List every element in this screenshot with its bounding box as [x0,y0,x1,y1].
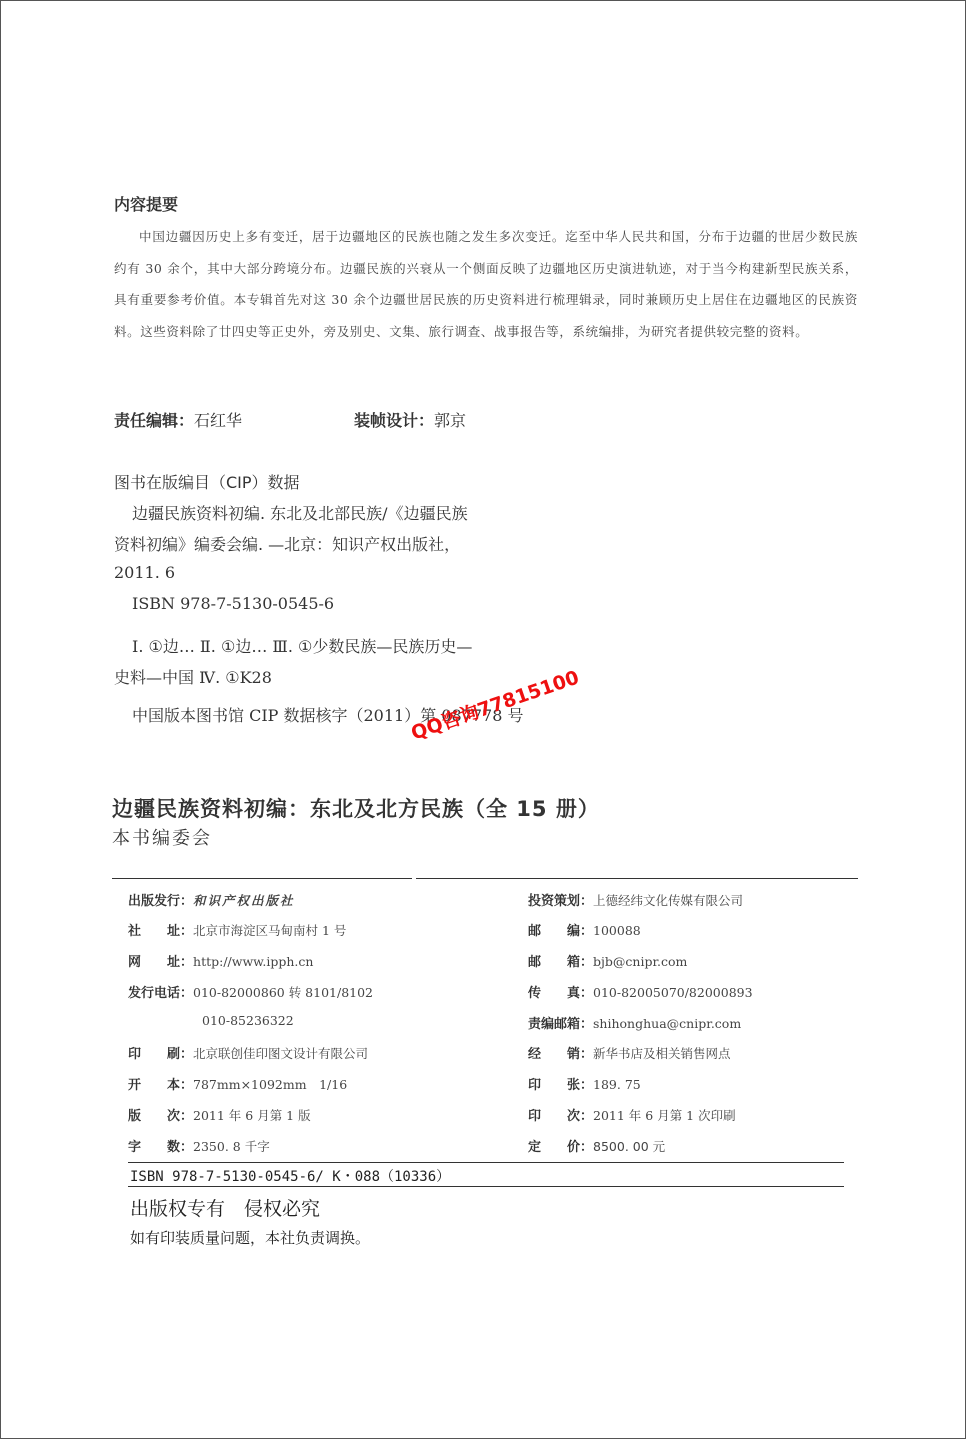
rule-top-left [112,878,412,879]
info-left-0: 出版发行：和识产权出版社 [128,893,295,909]
info-left-1: 社 址：北京市海淀区马甸南村 1 号 [128,923,347,939]
info-right-1: 邮 编：100088 [528,923,641,939]
info-left-6: 开 本：787mm×1092mm 1/16 [128,1077,348,1093]
info-right-8: 定 价：8500. 00 元 [528,1139,666,1155]
info-left-7: 版 次：2011 年 6 月第 1 版 [128,1108,311,1124]
cip-line-7: 中国版本图书馆 CIP 数据核字（2011）第 087778 号 [132,706,524,725]
editor-label: 责任编辑： [114,411,195,430]
quality-notice: 如有印装质量问题，本社负责调换。 [130,1229,371,1247]
rule-isbn-top [128,1162,844,1163]
info-right-7: 印 次：2011 年 6 月第 1 次印刷 [528,1108,736,1124]
watermark-text: QQ咨询77815100 [408,666,582,745]
info-left-8: 字 数：2350. 8 千字 [128,1139,270,1155]
info-left-5: 印 刷：北京联创佳印图文设计有限公司 [128,1046,369,1062]
cip-line-5: Ⅰ. ①边… Ⅱ. ①边… Ⅲ. ①少数民族—民族历史— [132,637,473,656]
rule-top-right [416,878,858,879]
rights-statement: 出版权专有 侵权必究 [130,1198,321,1220]
info-right-0: 投资策划：上德经纬文化传媒有限公司 [528,893,744,909]
cip-line-4: ISBN 978-7-5130-0545-6 [132,594,335,613]
editor-name: 石红华 [194,411,243,430]
designer-label: 装帧设计： [354,411,435,430]
info-left-3: 发行电话：010-82000860 转 8101/8102 [128,985,374,1001]
info-left-4: 010-85236322 [202,1013,294,1028]
rule-isbn-bottom [128,1186,844,1187]
designer-credit [354,408,466,431]
cip-heading: 图书在版编目（CIP）数据 [114,473,300,492]
designer-name: 郭京 [434,411,467,430]
info-right-5: 经 销：新华书店及相关销售网点 [528,1046,731,1062]
book-title: 边疆民族资料初编：东北及北方民族（全 15 册） [112,797,600,821]
info-right-2: 邮 箱：bjb@cnipr.com [528,954,688,970]
info-left-2: 网 址：http://www.ipph.cn [128,954,314,970]
book-author: 本书编委会 [112,828,212,849]
isbn-full: ISBN 978-7-5130-0545-6/ K・088（10336） [130,1169,451,1185]
cip-line-2: 资料初编》编委会编. —北京：知识产权出版社， [114,535,461,554]
abstract-text: 中国边疆因历史上多有变迁，居于边疆地区的民族也随之发生多次变迁。迄至中华人民共和国，分布于边疆的世居少数民族约有 30 余个，其中大部分跨境分布。边疆民族的兴衰从一个侧面反映了边疆地区历史演进轨迹，对于当今构建新型民族关系，具有重要参考价值。本专辑首先对这 30 余个边疆世居民族的历史资料进行梳理辑录，同时兼顾历史上居住在边疆地区的民族资料。这些资料除了廿四史等正史外，旁及别史、文集、旅行调查、战事报告等，系统编排，为研究者提供较完整的资料。 [114,229,858,339]
abstract-body [114,221,858,347]
info-right-3: 传 真：010-82005070/82000893 [528,985,753,1001]
info-right-6: 印 张：189. 75 [528,1077,641,1093]
cip-line-1: 边疆民族资料初编. 东北及北部民族/《边疆民族 [132,504,468,523]
info-right-4: 责编邮箱：shihonghua@cnipr.com [528,1016,742,1032]
editor-credit [114,408,242,431]
abstract-heading: 内容提要 [114,195,179,214]
cip-line-3: 2011. 6 [114,563,176,582]
cip-line-6: 史料—中国 Ⅳ. ①K28 [114,668,272,687]
